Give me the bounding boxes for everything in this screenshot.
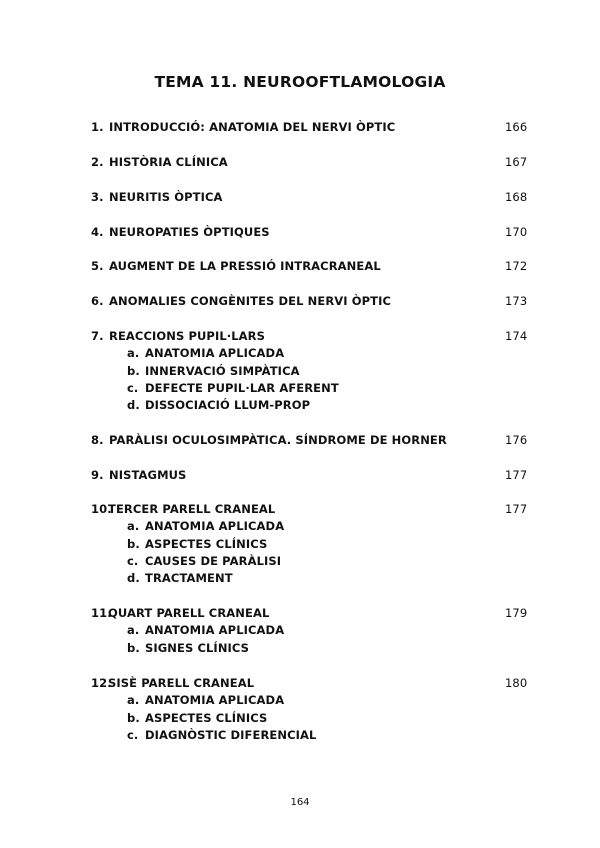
toc-entry-label: AUGMENT DE LA PRESSIÓ INTRACRANEAL (109, 259, 381, 273)
toc-subentry (127, 346, 487, 362)
toc-subentry-label: ANATOMIA APLICADA (145, 519, 285, 534)
toc-subentry-label: ASPECTES CLÍNICS (145, 710, 268, 725)
toc-subentry-label: ASPECTES CLÍNICS (145, 536, 268, 551)
toc-entry (91, 433, 600, 449)
toc-subentry-label: ANATOMIA APLICADA (145, 623, 285, 638)
toc-entry-page: 173 (505, 294, 528, 308)
toc-subentry-letter: a. (127, 346, 140, 361)
toc-subentry-letter: a. (127, 623, 140, 638)
page-number: 164 (290, 797, 310, 808)
toc-subentry-label: SIGNES CLÍNICS (145, 640, 250, 655)
toc-entry-page: 166 (505, 120, 528, 134)
toc-entry (91, 259, 600, 275)
toc-entry-page: 179 (505, 606, 528, 620)
toc-entry-page: 167 (505, 155, 528, 169)
toc-subentry-letter: b. (127, 363, 140, 378)
toc-subentry-label: ANATOMIA APLICADA (145, 693, 285, 708)
toc-entry-label: QUART PARELL CRANEAL (108, 606, 270, 620)
toc-subentry-label: TRACTAMENT (145, 571, 233, 586)
toc-entry (91, 225, 600, 241)
toc-entry-number: 2. (91, 155, 104, 169)
toc-entry (91, 155, 600, 171)
toc-subentry (127, 571, 487, 587)
toc-entry-number: 11. (91, 606, 112, 620)
toc-entry-number: 7. (91, 329, 104, 343)
toc-entry-label: ANOMALIES CONGÈNITES DEL NERVI ÒPTIC (109, 294, 392, 308)
toc-entry-label: NEUROPATIES ÒPTIQUES (109, 225, 270, 239)
toc-subentry (127, 728, 487, 744)
toc-entry-number: 4. (91, 225, 104, 239)
toc-subentry (127, 623, 487, 639)
toc-entry-number: 6. (91, 294, 104, 308)
toc-subentry-label: DISSOCIACIÓ LLUM-PROP (145, 398, 311, 413)
toc-subentry (127, 364, 487, 380)
toc-entry-page: 172 (505, 259, 528, 273)
toc-subentry-label: CAUSES DE PARÀLISI (145, 553, 282, 568)
toc-entry-label: REACCIONS PUPIL·LARS (109, 329, 265, 343)
toc-entry-label: PARÀLISI OCULOSIMPÀTICA. SÍNDROME DE HORNER (109, 433, 447, 447)
toc-entry-number: 5. (91, 259, 104, 273)
toc-subentry (127, 398, 487, 414)
toc-entry (91, 468, 600, 484)
toc-subentry (127, 641, 487, 657)
toc-entry (91, 329, 600, 345)
toc-subentry (127, 519, 487, 535)
toc-entry-number: 9. (91, 468, 104, 482)
toc-entry-page: 174 (505, 329, 528, 343)
toc-entry-label: TERCER PARELL CRANEAL (108, 502, 276, 516)
toc-entry (91, 502, 600, 518)
toc-subentry-label: DEFECTE PUPIL·LAR AFERENT (145, 380, 339, 395)
toc-entry-page: 180 (505, 676, 528, 690)
page-title: TEMA 11. NEUROOFTLAMOLOGIA (154, 73, 446, 91)
toc-subentry-letter: b. (127, 640, 140, 655)
toc-entry-page: 170 (505, 225, 528, 239)
toc-entry (91, 606, 600, 622)
toc-subentry-letter: c. (127, 553, 139, 568)
toc-entry-label: NEURITIS ÒPTICA (109, 190, 223, 204)
toc-entry (91, 190, 600, 206)
toc-subentry-letter: c. (127, 380, 139, 395)
toc-subentry-label: ANATOMIA APLICADA (145, 346, 285, 361)
toc-entry-number: 12. (91, 676, 112, 690)
toc-entry-page: 176 (505, 433, 528, 447)
toc-subentry (127, 381, 487, 397)
toc-subentry-letter: a. (127, 693, 140, 708)
toc-subentry-letter: d. (127, 571, 140, 586)
toc-subentry-letter: d. (127, 398, 140, 413)
toc-subentry-label: INNERVACIÓ SIMPÀTICA (145, 363, 300, 378)
toc-subentry-letter: b. (127, 710, 140, 725)
toc-entry-label: NISTAGMUS (109, 468, 187, 482)
toc-entry-number: 3. (91, 190, 104, 204)
toc-entry (91, 676, 600, 692)
toc-subentry (127, 693, 487, 709)
toc-entry-number: 1. (91, 120, 104, 134)
toc-subentry (127, 554, 487, 570)
toc-subentry-letter: b. (127, 536, 140, 551)
toc-subentry (127, 537, 487, 553)
toc-subentry (127, 711, 487, 727)
toc-subentry-label: DIAGNÒSTIC DIFERENCIAL (145, 727, 317, 742)
toc-entry-label: INTRODUCCIÓ: ANATOMIA DEL NERVI ÒPTIC (109, 120, 396, 134)
toc-subentry-letter: c. (127, 727, 139, 742)
toc-entry (91, 120, 600, 136)
toc-entry-page: 168 (505, 190, 528, 204)
toc-entry-page: 177 (505, 468, 528, 482)
toc-entry-number: 10. (91, 502, 112, 516)
toc-entry-label: HISTÒRIA CLÍNICA (109, 155, 228, 169)
toc-subentry-letter: a. (127, 519, 140, 534)
toc-entry (91, 294, 600, 310)
toc-entry-page: 177 (505, 502, 528, 516)
toc-entry-number: 8. (91, 433, 104, 447)
toc-entry-label: SISÈ PARELL CRANEAL (108, 676, 255, 690)
